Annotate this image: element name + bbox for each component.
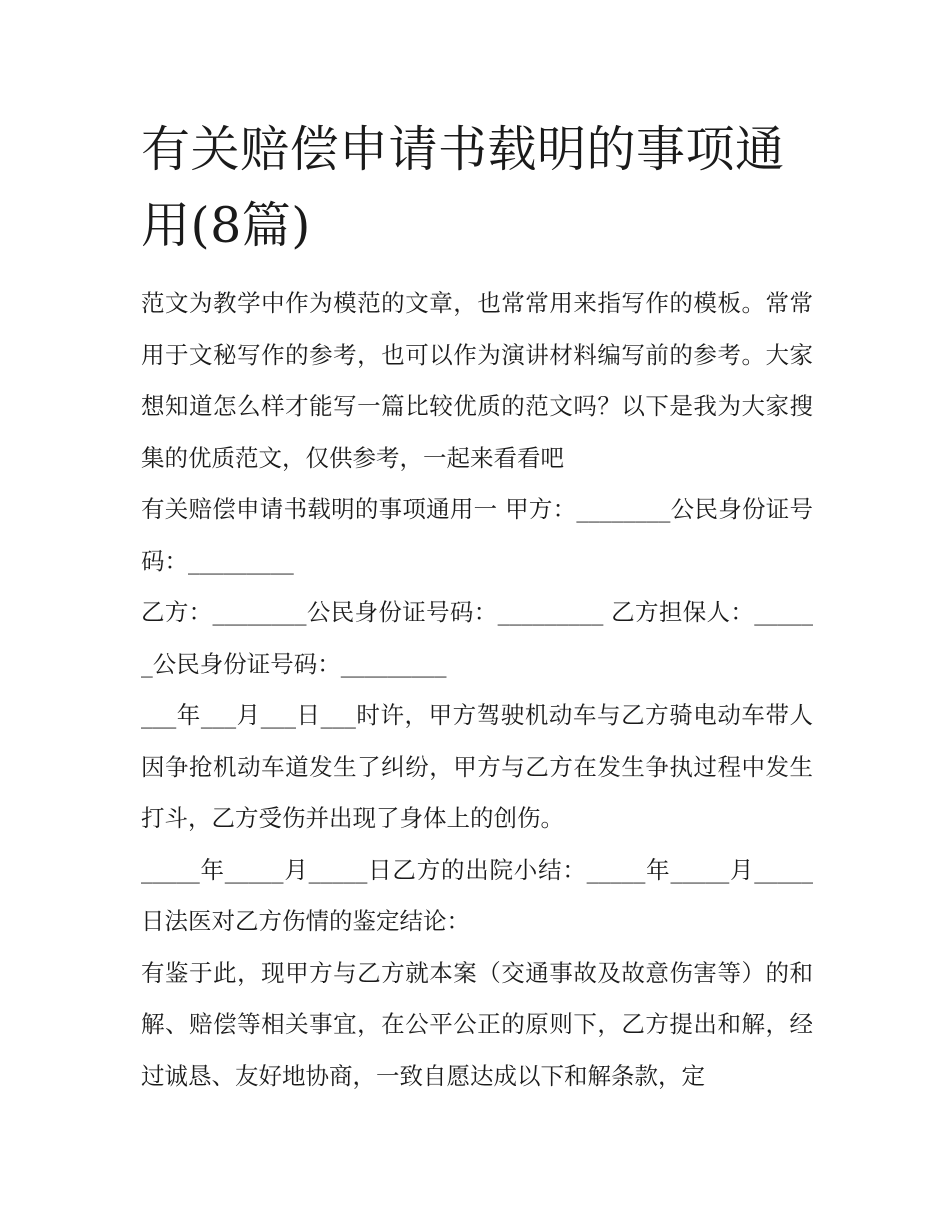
intro-paragraph: 范文为教学中作为模范的文章，也常常用来指写作的模板。常常用于文秘写作的参考，也可以作为演讲材料编写前的参考。大家想知道怎么样才能写一篇比较优质的范文吗？以下是我为大家搜集的优质范文，仅供参考，一起来看看吧 — [141, 289, 813, 472]
party-b-line: 乙方：________公民身份证号码：_________ 乙方担保人：______公民身份证号码：_________ — [141, 598, 813, 678]
document-title: 有关赔偿申请书载明的事项通用(8篇) — [141, 121, 785, 254]
medical-summary-line: _____年_____月_____日乙方的出院小结：_____年_____月_____日法医对乙方伤情的鉴定结论： — [141, 855, 813, 935]
party-a-line: 有关赔偿申请书载明的事项通用一 甲方：________公民身份证号码：_________ — [141, 495, 813, 575]
settlement-paragraph: 有鉴于此，现甲方与乙方就本案（交通事故及故意伤害等）的和解、赔偿等相关事宜，在公平公正的原则下，乙方提出和解，经过诚恳、友好地协商，一致自愿达成以下和解条款，定 — [141, 958, 813, 1090]
incident-paragraph: ___年___月___日___时许，甲方驾驶机动车与乙方骑电动车带人因争抢机动车道发生了纠纷，甲方与乙方在发生争执过程中发生打斗，乙方受伤并出现了身体上的创伤。 — [141, 701, 813, 832]
document-page — [141, 112, 813, 1102]
